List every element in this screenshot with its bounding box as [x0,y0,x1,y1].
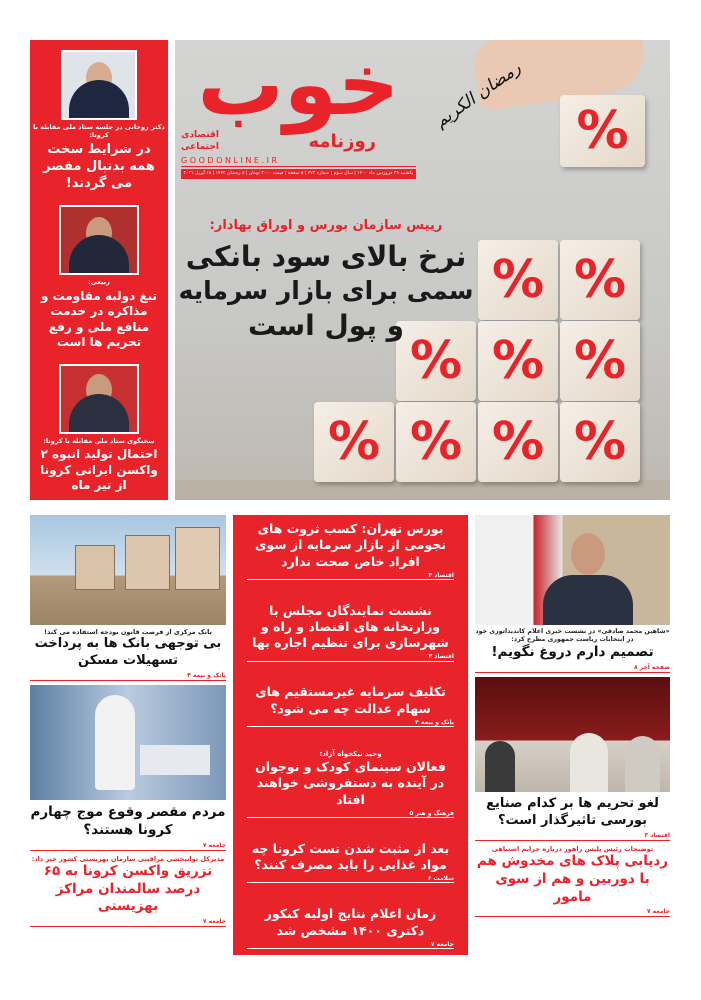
sidebar-headline-3[interactable]: احتمال تولید انبوه ۲ واکسن ایرانی کرونا از تیر ماه [40,447,158,493]
center-news-column [233,515,468,955]
section-label: فرهنگ و هنر ۵ [247,810,454,818]
center-story-5 [247,841,454,884]
hero-image [175,40,670,500]
center-story-6 [247,906,454,949]
center-headline-1[interactable]: بورس تهران: کسب ثروت های نجومی از بازار سرمایه از سوی افراد خاص صحت ندارد [254,521,447,569]
sidebar-story-2 [33,205,165,351]
center-kicker-4: وحید نیکخواه آزاد: [319,749,382,758]
logo-prefix: روزنامه [308,131,376,153]
photo-rabiei [59,205,139,275]
section-label: اقتصاد ۳ [247,572,454,580]
right-kicker-1: «شاهین محمد صادقی» در نشست خبری اعلام کاندیداتوری خود در انتخابات ریاست جمهوری مطرح کرد: [475,628,670,644]
left-kicker-1: بانک مرکزی از فرصت قانون بودجه استفاده می کند! [44,628,212,636]
tagline-social: اجتماعی [181,141,219,152]
cube: % [560,240,640,320]
ramadan-calligraphy: رمضان الکریم [431,58,525,132]
center-headline-2[interactable]: نشست نمایندگان مجلس با وزارتخانه های اقتصاد و راه و شهرسازی برای تنظیم اجاره بها [252,602,449,651]
cube: % [478,240,558,320]
center-story-2 [247,603,454,662]
left-kicker-3: مدیرکل توانبخشی مراقبتی سازمان بهزیستی کشور خبر داد: [31,854,225,863]
section-label: جامعه ۷ [475,908,670,917]
cube-held: % [560,95,645,167]
main-headline-line-1[interactable]: نرخ بالای سود بانکی [185,239,467,273]
right-headline-2[interactable]: لغو تحریم ها بر کدام صنایع بورسی تاثیرگذار است؟ [486,796,659,828]
center-headline-6[interactable]: زمان اعلام نتایج اولیه کنکور دکتری ۱۴۰۰ مشخص شد [264,906,437,938]
cube: % [314,402,394,482]
cube: % [478,321,558,401]
logo-sub-row [181,130,416,153]
sidebar-headline-2[interactable]: تیغ دولبه مقاومت و مذاکره در خدمت منافع ملی و رفع تحریم ها است [40,288,158,350]
right-news-column [475,515,670,921]
center-story-3 [247,684,454,727]
right-headline-3[interactable]: ردیابی پلاک های مخدوش هم با دوربین و هم از سوی مامور [476,853,669,905]
logo: خوب [197,40,400,135]
right-kicker-3: توضیحات رئیس پلیس راهور درباره جرایم اشتباهی [491,845,654,854]
section-label: جامعه ۷ [30,918,226,927]
photo-stock-exchange [475,677,670,792]
left-headline-2[interactable]: مردم مقصر وقوع موج چهارم کرونا هستند؟ [30,804,226,838]
sidebar-story-1 [33,50,165,193]
center-headline-4[interactable]: فعالان سینمای کودک و نوجوان در آینده به دستفروشی خواهند افتاد [255,759,446,807]
section-label: جامعه ۷ [30,842,226,851]
sidebar-story-3 [33,364,165,494]
main-story [177,218,475,344]
photo-rouhani [61,50,137,120]
main-headline-line-3[interactable]: و پول است [247,308,405,342]
center-story-1 [247,521,454,580]
photo-spokesman [59,364,139,434]
left-headline-1[interactable]: بی توجهی بانک ها به پرداخت تسهیلات مسکن [34,636,222,669]
main-kicker: رییس سازمان بورس و اوراق بهادار: [209,218,443,233]
photo-hospital [30,685,226,800]
center-headline-3[interactable]: تکلیف سرمایه غیرمستقیم های سهام عدالت چه می شود؟ [255,684,446,716]
masthead [181,40,416,179]
cube: % [478,402,558,482]
sidebar-headline-1[interactable]: در شرایط سخت همه بدنبال مقصر می گردند! [43,141,155,191]
dateline: یکشنبه ۲۹ فروردین ماه ۱۴۰۰ | سال سوم | شماره ۴۷۳ | ۸ صفحه | قیمت ۳۰۰۰ تومان | ۵ رمضان ۱۴۴۲ | ۱۸ آپریل ۲۰۲۱ [181,169,416,179]
section-label: بانک و بیمه ۴ [247,719,454,727]
sidebar-kicker-3: سخنگوی ستاد ملی مقابله با کرونا: [43,436,155,445]
center-story-4 [247,750,454,818]
left-headline-3[interactable]: تزریق واکسن کرونا به ۶۵ درصد سالمندان مراکز بهزیستی [43,863,213,915]
sidebar-kicker-2: ربیعی: [88,278,110,287]
section-label: اقتصاد ۳ [247,653,454,661]
sidebar-news [30,40,168,500]
photo-sadeghi [475,515,670,625]
section-label: سلامت ۶ [247,875,454,883]
left-news-column [30,515,226,931]
section-label: اقتصاد ۳ [475,832,670,841]
section-label: جامعه ۷ [247,941,454,949]
website: G O O D O N L I N E . I R [181,156,416,167]
cube: % [396,402,476,482]
section-label: بانک و بیمه ۴ [30,672,226,681]
sidebar-kicker-1: دکتر روحانی در جلسه ستاد ملی مقابله با کرونا: [33,123,165,140]
right-headline-1[interactable]: تصمیم دارم دروغ نگویم! [491,644,654,661]
cube: % [560,321,640,401]
tagline-economic: اقتصادی [181,130,219,141]
cube: % [560,402,640,482]
main-headline-line-2[interactable]: سمی برای بازار سرمایه [178,276,474,306]
center-headline-5[interactable]: بعد از مثبت شدن تست کرونا چه مواد غذایی را باید مصرف کنند؟ [251,840,450,873]
photo-housing [30,515,226,625]
section-label: صفحه آخر ۸ [475,664,670,673]
cube: % [396,321,476,401]
